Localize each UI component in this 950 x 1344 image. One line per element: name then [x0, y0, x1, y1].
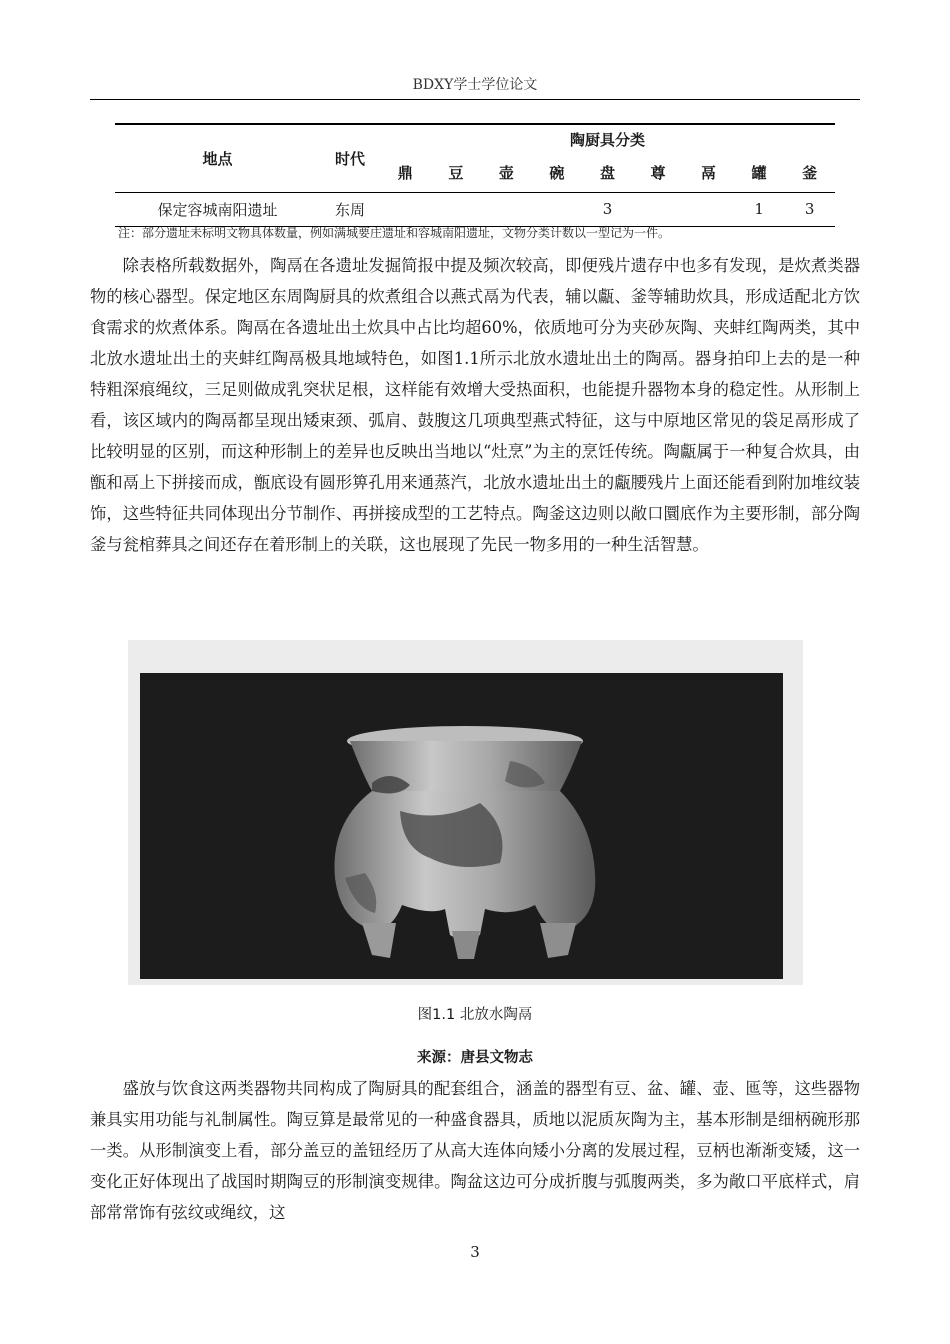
figure-source: 来源：唐县文物志	[417, 1050, 533, 1066]
body-paragraph-1: 除表格所载数据外，陶鬲在各遗址发掘简报中提及频次较高，即便残片遗存中也多有发现，是炊煮类器物的核心器型。保定地区东周陶厨具的炊煮组合以燕式鬲为代表，辅以甗、釜等辅助炊具，形成适配北方饮食需求的炊煮体系。陶鬲在各遗址出土炊具中占比均超60%，依质地可分为夹砂灰陶、夹蚌红陶两类，其中北放水遗址出土的夹蚌红陶鬲极具地域特色，如图1.1所示北放水遗址出土的陶鬲。器身拍印上去的是一种特粗深痕绳纹，三足则做成乳突状足根，这样能有效增大受热面积，也能提升器物本身的稳定性。从形制上看，该区域内的陶鬲都呈现出矮束颈、弧肩、鼓腹这几项典型燕式特征，这与中原地区常见的袋足鬲形成了比较明显的区别，而这种形制上的差异也反映出当地以“灶烹”为主的烹饪传统。陶甗属于一种复合炊具，由甑和鬲上下拼接而成，甑底设有圆形箅孔用来通蒸汽，北放水遗址出土的甗腰残片上面还能看到附加堆纹装饰，这些特征共同体现出分节制作、再拼接成型的工艺特点。陶釜这边则以敞口圜底作为主要形制，部分陶釜与瓮棺葬具之间还存在着形制上的关联，这也展现了先民一物多用的一种生活智慧。	[90, 256, 860, 554]
cell-period: 东周	[334, 200, 365, 219]
category-header: 盘	[599, 164, 615, 183]
category-header: 鬲	[701, 164, 717, 183]
cell-site: 保定容城南阳遗址	[157, 200, 278, 219]
figure-photo	[128, 640, 803, 985]
col-header-period: 时代	[334, 149, 365, 168]
count-cell	[532, 192, 583, 226]
pottery-ware-table	[115, 123, 835, 227]
col-header-site: 地点	[202, 149, 233, 168]
count-cell: 1	[754, 200, 764, 218]
body-paragraph-2: 盛放与饮食这两类器物共同构成了陶厨具的配套组合，涵盖的器型有豆、盆、罐、壶、匜等，这些器物兼具实用功能与礼制属性。陶豆算是最常见的一种盛食器具，质地以泥质灰陶为主，基本形制是细柄碗形那一类。从形制演变上看，部分盖豆的盖钮经历了从高大连体向矮小分离的发展过程，豆柄也渐渐变矮，这一变化正好体现出了战国时期陶豆的形制演变规律。陶盆这边可分成折腹与弧腹两类，多为敞口平底样式，肩部常常饰有弦纹或绳纹，这	[90, 1079, 860, 1222]
pottery-li-vessel-image	[140, 673, 783, 979]
count-cell: 3	[804, 200, 815, 218]
running-header: BDXY学士学位论文	[412, 77, 538, 93]
page-number: 3	[470, 1243, 480, 1261]
figure-caption: 图1.1 北放水陶鬲	[417, 1007, 533, 1023]
count-cell	[633, 192, 684, 226]
count-cell: 3	[602, 200, 613, 218]
table-row	[115, 192, 835, 226]
category-header: 壶	[498, 164, 514, 183]
header-rule	[90, 99, 860, 100]
count-cell	[380, 192, 431, 226]
count-cell	[431, 192, 482, 226]
count-cell	[683, 192, 734, 226]
count-cell	[481, 192, 532, 226]
category-header: 碗	[549, 164, 565, 183]
photo-background	[140, 673, 783, 979]
category-header: 尊	[650, 164, 666, 183]
category-header: 釜	[802, 164, 818, 183]
category-header: 罐	[751, 164, 767, 183]
category-header: 豆	[448, 164, 464, 183]
category-header: 鼎	[397, 164, 413, 183]
table-note: 注：部分遗址未标明文物具体数量，例如满城要庄遗址和容城南阳遗址，文物分类计数以一型记为一件。	[118, 226, 671, 240]
col-header-group: 陶厨具分类	[569, 131, 645, 149]
